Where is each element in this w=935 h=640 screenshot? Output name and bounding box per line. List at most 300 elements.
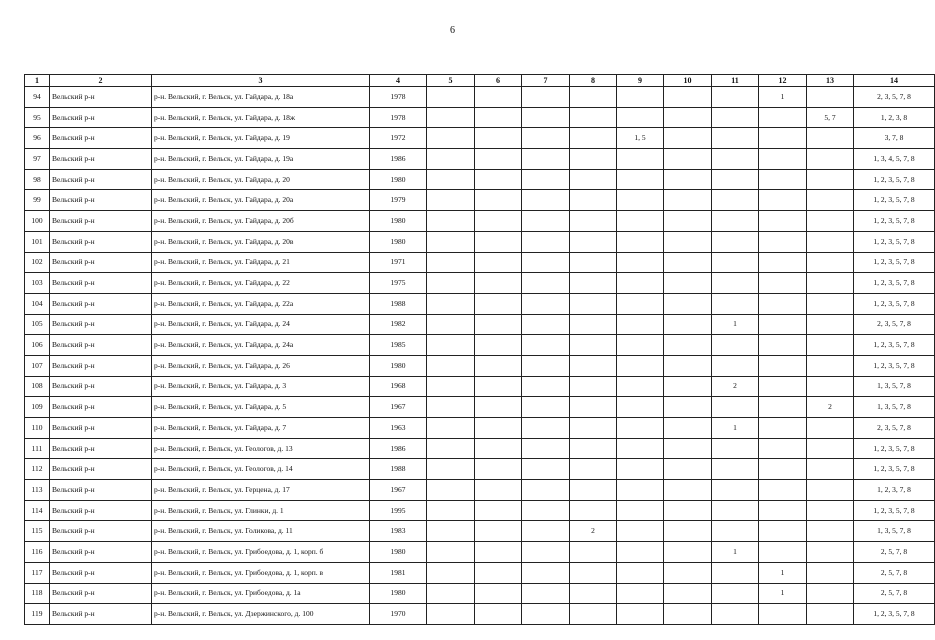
col14-cell: 2, 5, 7, 8 [854, 542, 935, 563]
col11-cell [712, 397, 759, 418]
year-cell: 1975 [370, 273, 427, 294]
col8-cell [570, 169, 617, 190]
address-cell: р-н. Вельский, г. Вельск, ул. Гайдара, д. 19 [152, 128, 370, 149]
col8-cell [570, 273, 617, 294]
col5-cell [427, 355, 475, 376]
row-number-cell: 105 [25, 314, 50, 335]
col6-cell [475, 397, 522, 418]
col7-cell [522, 190, 570, 211]
col13-cell [807, 562, 854, 583]
col6-cell [475, 87, 522, 108]
row-number-cell: 97 [25, 149, 50, 170]
column-header-11: 11 [712, 75, 759, 87]
col13-cell [807, 149, 854, 170]
col7-cell [522, 604, 570, 625]
col13-cell [807, 521, 854, 542]
col12-cell [759, 355, 807, 376]
col11-cell [712, 169, 759, 190]
col9-cell: 1, 5 [617, 128, 664, 149]
col12-cell [759, 149, 807, 170]
address-cell: р-н. Вельский, г. Вельск, ул. Гайдара, д. 3 [152, 376, 370, 397]
col9-cell [617, 231, 664, 252]
year-cell: 1963 [370, 418, 427, 439]
col7-cell [522, 542, 570, 563]
col10-cell [664, 149, 712, 170]
year-cell: 1981 [370, 562, 427, 583]
district-cell: Вельский р-н [50, 480, 152, 501]
col7-cell [522, 231, 570, 252]
col11-cell [712, 521, 759, 542]
col12-cell [759, 293, 807, 314]
address-cell: р-н. Вельский, г. Вельск, ул. Гайдара, д. 22 [152, 273, 370, 294]
col10-cell [664, 376, 712, 397]
col6-cell [475, 480, 522, 501]
col12-cell [759, 211, 807, 232]
table-row [25, 521, 935, 542]
col8-cell [570, 355, 617, 376]
table-row [25, 376, 935, 397]
col14-cell: 1, 2, 3, 5, 7, 8 [854, 252, 935, 273]
col9-cell [617, 459, 664, 480]
col9-cell [617, 480, 664, 501]
table-row [25, 604, 935, 625]
col10-cell [664, 273, 712, 294]
table-row [25, 107, 935, 128]
address-cell: р-н. Вельский, г. Вельск, ул. Дзержинского, д. 100 [152, 604, 370, 625]
col13-cell [807, 583, 854, 604]
col5-cell [427, 459, 475, 480]
col5-cell [427, 438, 475, 459]
col5-cell [427, 231, 475, 252]
col8-cell: 2 [570, 521, 617, 542]
col13-cell [807, 438, 854, 459]
col10-cell [664, 128, 712, 149]
col9-cell [617, 438, 664, 459]
year-cell: 1986 [370, 149, 427, 170]
row-number-cell: 113 [25, 480, 50, 501]
col9-cell [617, 562, 664, 583]
col9-cell [617, 583, 664, 604]
col11-cell [712, 87, 759, 108]
year-cell: 1980 [370, 169, 427, 190]
table-row [25, 418, 935, 439]
col8-cell [570, 231, 617, 252]
col8-cell [570, 438, 617, 459]
col6-cell [475, 211, 522, 232]
col7-cell [522, 521, 570, 542]
district-cell: Вельский р-н [50, 500, 152, 521]
district-cell: Вельский р-н [50, 397, 152, 418]
address-cell: р-н. Вельский, г. Вельск, ул. Гайдара, д. 20 [152, 169, 370, 190]
col8-cell [570, 562, 617, 583]
col9-cell [617, 190, 664, 211]
table-row [25, 335, 935, 356]
table-row [25, 562, 935, 583]
column-header-8: 8 [570, 75, 617, 87]
col10-cell [664, 418, 712, 439]
address-cell: р-н. Вельский, г. Вельск, ул. Грибоедова, д. 1а [152, 583, 370, 604]
col6-cell [475, 376, 522, 397]
col12-cell [759, 480, 807, 501]
col6-cell [475, 604, 522, 625]
col14-cell: 1, 2, 3, 5, 7, 8 [854, 335, 935, 356]
table-body [25, 87, 935, 625]
col8-cell [570, 211, 617, 232]
table-row [25, 273, 935, 294]
col13-cell [807, 293, 854, 314]
column-header-7: 7 [522, 75, 570, 87]
district-cell: Вельский р-н [50, 604, 152, 625]
col10-cell [664, 562, 712, 583]
col10-cell [664, 335, 712, 356]
col6-cell [475, 128, 522, 149]
col14-cell: 2, 5, 7, 8 [854, 562, 935, 583]
address-cell: р-н. Вельский, г. Вельск, ул. Гайдара, д. 7 [152, 418, 370, 439]
year-cell: 1980 [370, 583, 427, 604]
district-cell: Вельский р-н [50, 583, 152, 604]
col14-cell: 2, 5, 7, 8 [854, 583, 935, 604]
col14-cell: 1, 2, 3, 5, 7, 8 [854, 169, 935, 190]
col7-cell [522, 376, 570, 397]
address-cell: р-н. Вельский, г. Вельск, ул. Геологов, д. 14 [152, 459, 370, 480]
col13-cell [807, 87, 854, 108]
col8-cell [570, 500, 617, 521]
col8-cell [570, 397, 617, 418]
row-number-cell: 109 [25, 397, 50, 418]
row-number-cell: 94 [25, 87, 50, 108]
year-cell: 1988 [370, 459, 427, 480]
col13-cell [807, 314, 854, 335]
year-cell: 1972 [370, 128, 427, 149]
col7-cell [522, 583, 570, 604]
col5-cell [427, 480, 475, 501]
year-cell: 1968 [370, 376, 427, 397]
col5-cell [427, 128, 475, 149]
row-number-cell: 119 [25, 604, 50, 625]
col10-cell [664, 604, 712, 625]
col6-cell [475, 335, 522, 356]
col12-cell [759, 190, 807, 211]
column-header-9: 9 [617, 75, 664, 87]
district-cell: Вельский р-н [50, 438, 152, 459]
col7-cell [522, 128, 570, 149]
year-cell: 1980 [370, 355, 427, 376]
col5-cell [427, 211, 475, 232]
col10-cell [664, 314, 712, 335]
address-cell: р-н. Вельский, г. Вельск, ул. Гайдара, д. 22а [152, 293, 370, 314]
row-number-cell: 115 [25, 521, 50, 542]
col6-cell [475, 169, 522, 190]
table-row [25, 459, 935, 480]
table-row [25, 542, 935, 563]
district-cell: Вельский р-н [50, 542, 152, 563]
col6-cell [475, 418, 522, 439]
col9-cell [617, 169, 664, 190]
col6-cell [475, 149, 522, 170]
address-cell: р-н. Вельский, г. Вельск, ул. Гайдара, д. 20б [152, 211, 370, 232]
table-row [25, 149, 935, 170]
year-cell: 1978 [370, 87, 427, 108]
col8-cell [570, 252, 617, 273]
year-cell: 1995 [370, 500, 427, 521]
col10-cell [664, 169, 712, 190]
col10-cell [664, 397, 712, 418]
col13-cell [807, 169, 854, 190]
col11-cell [712, 231, 759, 252]
col5-cell [427, 87, 475, 108]
col7-cell [522, 438, 570, 459]
col8-cell [570, 87, 617, 108]
address-cell: р-н. Вельский, г. Вельск, ул. Гайдара, д. 24 [152, 314, 370, 335]
col12-cell [759, 231, 807, 252]
year-cell: 1982 [370, 314, 427, 335]
col13-cell [807, 500, 854, 521]
col12-cell: 1 [759, 562, 807, 583]
address-cell: р-н. Вельский, г. Вельск, ул. Гайдара, д. 5 [152, 397, 370, 418]
col10-cell [664, 459, 712, 480]
col14-cell: 1, 2, 3, 5, 7, 8 [854, 190, 935, 211]
col5-cell [427, 335, 475, 356]
col14-cell: 1, 2, 3, 5, 7, 8 [854, 273, 935, 294]
col14-cell: 1, 2, 3, 5, 7, 8 [854, 604, 935, 625]
col8-cell [570, 335, 617, 356]
col14-cell: 1, 3, 5, 7, 8 [854, 376, 935, 397]
col8-cell [570, 190, 617, 211]
col5-cell [427, 397, 475, 418]
col7-cell [522, 459, 570, 480]
col6-cell [475, 521, 522, 542]
col6-cell [475, 252, 522, 273]
col13-cell [807, 376, 854, 397]
table-row [25, 583, 935, 604]
year-cell: 1980 [370, 211, 427, 232]
table-header-row [25, 75, 935, 87]
col7-cell [522, 149, 570, 170]
col13-cell [807, 335, 854, 356]
col14-cell: 1, 3, 5, 7, 8 [854, 521, 935, 542]
col11-cell: 1 [712, 314, 759, 335]
col14-cell: 1, 2, 3, 5, 7, 8 [854, 438, 935, 459]
row-number-cell: 117 [25, 562, 50, 583]
col11-cell [712, 604, 759, 625]
col12-cell [759, 252, 807, 273]
col14-cell: 1, 3, 4, 5, 7, 8 [854, 149, 935, 170]
col14-cell: 1, 2, 3, 5, 7, 8 [854, 231, 935, 252]
col9-cell [617, 149, 664, 170]
col10-cell [664, 293, 712, 314]
col7-cell [522, 335, 570, 356]
col9-cell [617, 273, 664, 294]
col10-cell [664, 211, 712, 232]
col11-cell [712, 128, 759, 149]
column-header-10: 10 [664, 75, 712, 87]
col5-cell [427, 314, 475, 335]
col11-cell [712, 438, 759, 459]
table-row [25, 480, 935, 501]
col5-cell [427, 252, 475, 273]
col6-cell [475, 190, 522, 211]
row-number-cell: 100 [25, 211, 50, 232]
table-row [25, 211, 935, 232]
column-header-13: 13 [807, 75, 854, 87]
address-cell: р-н. Вельский, г. Вельск, ул. Гайдара, д. 18а [152, 87, 370, 108]
year-cell: 1971 [370, 252, 427, 273]
col6-cell [475, 314, 522, 335]
col13-cell [807, 355, 854, 376]
district-cell: Вельский р-н [50, 376, 152, 397]
col9-cell [617, 376, 664, 397]
column-header-14: 14 [854, 75, 935, 87]
col5-cell [427, 190, 475, 211]
address-cell: р-н. Вельский, г. Вельск, ул. Голикова, д. 11 [152, 521, 370, 542]
row-number-cell: 98 [25, 169, 50, 190]
col13-cell [807, 231, 854, 252]
row-number-cell: 102 [25, 252, 50, 273]
col13-cell [807, 604, 854, 625]
column-header-5: 5 [427, 75, 475, 87]
col8-cell [570, 293, 617, 314]
col12-cell [759, 314, 807, 335]
col13-cell [807, 542, 854, 563]
district-cell: Вельский р-н [50, 128, 152, 149]
row-number-cell: 107 [25, 355, 50, 376]
col7-cell [522, 169, 570, 190]
col9-cell [617, 397, 664, 418]
table-row [25, 87, 935, 108]
year-cell: 1978 [370, 107, 427, 128]
col7-cell [522, 355, 570, 376]
address-cell: р-н. Вельский, г. Вельск, ул. Грибоедова, д. 1, корп. в [152, 562, 370, 583]
col6-cell [475, 355, 522, 376]
col11-cell [712, 583, 759, 604]
col10-cell [664, 87, 712, 108]
district-cell: Вельский р-н [50, 149, 152, 170]
column-header-4: 4 [370, 75, 427, 87]
row-number-cell: 118 [25, 583, 50, 604]
col7-cell [522, 293, 570, 314]
col14-cell: 1, 2, 3, 8 [854, 107, 935, 128]
col12-cell [759, 418, 807, 439]
col11-cell [712, 211, 759, 232]
column-header-2: 2 [50, 75, 152, 87]
col12-cell [759, 128, 807, 149]
col9-cell [617, 500, 664, 521]
col9-cell [617, 604, 664, 625]
col14-cell: 3, 7, 8 [854, 128, 935, 149]
row-number-cell: 95 [25, 107, 50, 128]
col6-cell [475, 542, 522, 563]
col9-cell [617, 107, 664, 128]
col6-cell [475, 562, 522, 583]
table-row [25, 128, 935, 149]
col14-cell: 2, 3, 5, 7, 8 [854, 87, 935, 108]
table-row [25, 397, 935, 418]
col14-cell: 1, 2, 3, 7, 8 [854, 480, 935, 501]
district-cell: Вельский р-н [50, 211, 152, 232]
col9-cell [617, 211, 664, 232]
col13-cell [807, 418, 854, 439]
district-cell: Вельский р-н [50, 87, 152, 108]
district-cell: Вельский р-н [50, 107, 152, 128]
col8-cell [570, 314, 617, 335]
col8-cell [570, 376, 617, 397]
col12-cell [759, 542, 807, 563]
col11-cell [712, 293, 759, 314]
address-cell: р-н. Вельский, г. Вельск, ул. Гайдара, д. 26 [152, 355, 370, 376]
district-cell: Вельский р-н [50, 273, 152, 294]
col13-cell [807, 128, 854, 149]
col12-cell [759, 521, 807, 542]
col11-cell [712, 190, 759, 211]
col5-cell [427, 169, 475, 190]
district-cell: Вельский р-н [50, 335, 152, 356]
col7-cell [522, 314, 570, 335]
col11-cell [712, 459, 759, 480]
col10-cell [664, 480, 712, 501]
col10-cell [664, 190, 712, 211]
col7-cell [522, 480, 570, 501]
col7-cell [522, 418, 570, 439]
col5-cell [427, 273, 475, 294]
table-row [25, 500, 935, 521]
district-cell: Вельский р-н [50, 314, 152, 335]
col13-cell [807, 190, 854, 211]
column-header-12: 12 [759, 75, 807, 87]
district-cell: Вельский р-н [50, 355, 152, 376]
col8-cell [570, 128, 617, 149]
col12-cell [759, 169, 807, 190]
year-cell: 1986 [370, 438, 427, 459]
col11-cell [712, 335, 759, 356]
col11-cell [712, 149, 759, 170]
col10-cell [664, 355, 712, 376]
year-cell: 1967 [370, 397, 427, 418]
table-row [25, 314, 935, 335]
table-row [25, 190, 935, 211]
col12-cell [759, 500, 807, 521]
col10-cell [664, 107, 712, 128]
col11-cell: 1 [712, 542, 759, 563]
col13-cell [807, 211, 854, 232]
column-header-3: 3 [152, 75, 370, 87]
row-number-cell: 116 [25, 542, 50, 563]
col13-cell [807, 480, 854, 501]
row-number-cell: 96 [25, 128, 50, 149]
col12-cell [759, 604, 807, 625]
col6-cell [475, 583, 522, 604]
col5-cell [427, 521, 475, 542]
address-cell: р-н. Вельский, г. Вельск, ул. Гайдара, д. 24а [152, 335, 370, 356]
row-number-cell: 104 [25, 293, 50, 314]
row-number-cell: 110 [25, 418, 50, 439]
col8-cell [570, 149, 617, 170]
row-number-cell: 114 [25, 500, 50, 521]
district-cell: Вельский р-н [50, 293, 152, 314]
col10-cell [664, 252, 712, 273]
col9-cell [617, 87, 664, 108]
row-number-cell: 101 [25, 231, 50, 252]
col12-cell: 1 [759, 583, 807, 604]
col11-cell [712, 252, 759, 273]
col7-cell [522, 252, 570, 273]
table-row [25, 169, 935, 190]
col7-cell [522, 273, 570, 294]
row-number-cell: 111 [25, 438, 50, 459]
row-number-cell: 99 [25, 190, 50, 211]
col13-cell [807, 252, 854, 273]
district-cell: Вельский р-н [50, 562, 152, 583]
year-cell: 1983 [370, 521, 427, 542]
